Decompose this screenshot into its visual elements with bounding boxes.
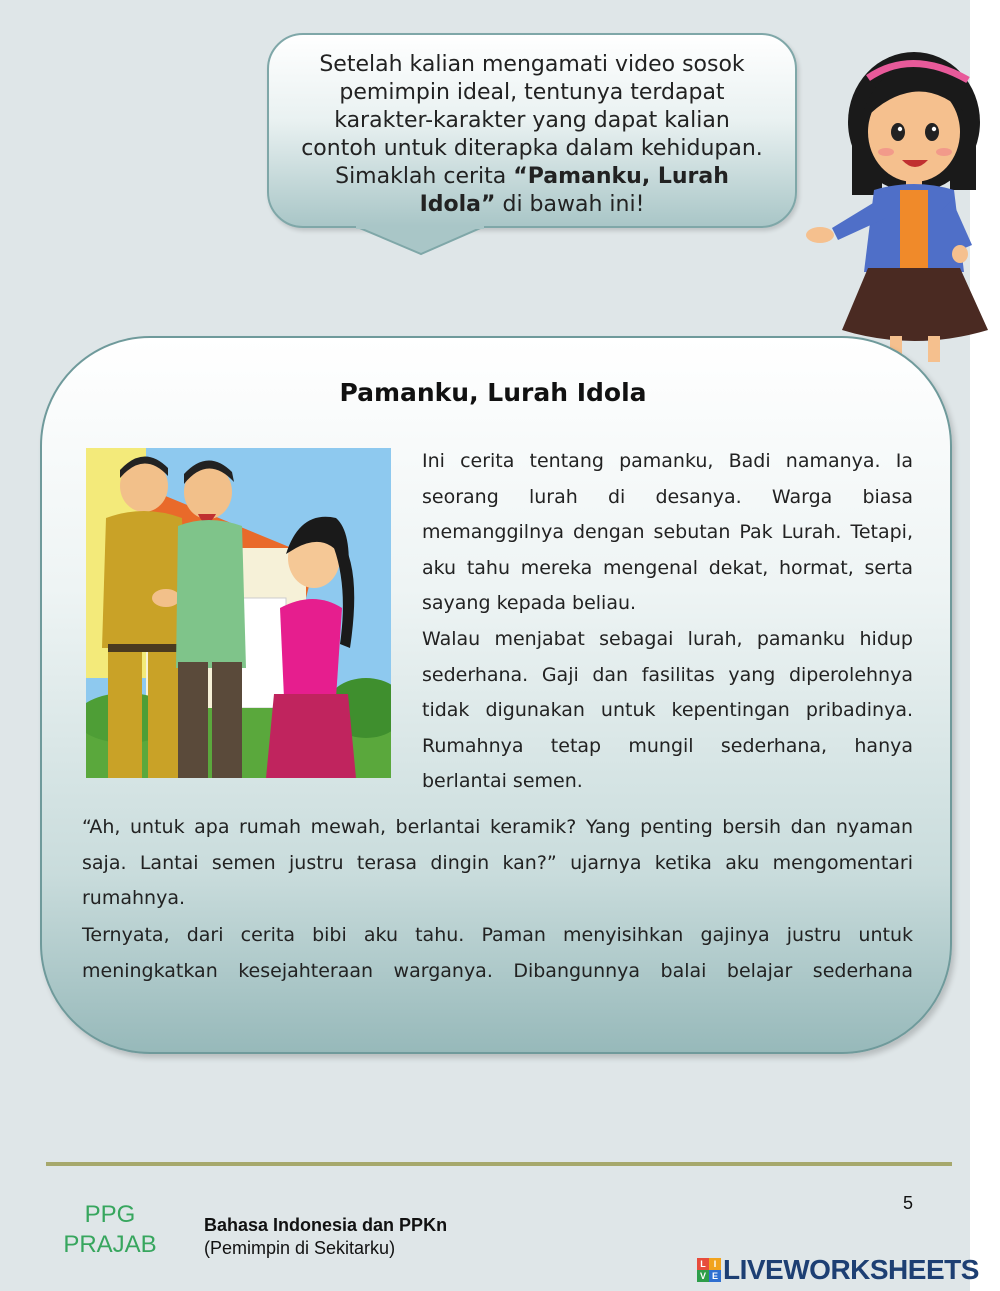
subject-title: Bahasa Indonesia dan PPKn bbox=[204, 1215, 448, 1235]
story-paragraph: Ini cerita tentang pamanku, Badi namanya. Ia seorang lurah di desanya. Warga biasa memanggilnya dengan sebutan Pak Lurah. Tetapi, aku tahu mereka mengenal dekat, hormat, serta sayang kepada beliau. bbox=[422, 450, 913, 615]
liveworksheets-text: LIVEWORKSHEETS bbox=[723, 1254, 979, 1285]
bubble-line bbox=[291, 191, 773, 219]
story-title: Pamanku, Lurah Idola bbox=[339, 378, 647, 407]
story-paragraph: Ternyata, dari cerita bibi aku tahu. Paman menyisihkan gajinya justru untuk meningkatkan kesejahteraan warganya. Dibangunnya balai belajar sederhana bbox=[82, 924, 913, 982]
girl-character-illustration bbox=[802, 40, 992, 362]
story-illustration bbox=[86, 448, 391, 778]
story-title-quote: “Pamanku, Lurah bbox=[513, 164, 729, 189]
ppg-prajab-label bbox=[46, 1200, 174, 1260]
liveworksheets-icon bbox=[697, 1258, 721, 1282]
bubble-line: karakter-karakter yang dapat kalian bbox=[334, 108, 730, 133]
prajab-line: PRAJAB bbox=[63, 1231, 157, 1258]
story-paragraph: Walau menjabat sebagai lurah, pamanku hidup sederhana. Gaji dan fasilitas yang diperolehnya tidak digunakan untuk kepentingan pribadinya. Rumahnya tetap mungil sederhana, hanya berlantai semen. bbox=[422, 628, 913, 793]
bubble-text: di bawah ini! bbox=[495, 192, 645, 217]
bubble-line bbox=[291, 163, 773, 191]
bubble-line: contoh untuk diterapka dalam kehidupan. bbox=[301, 136, 763, 161]
page-number: 5 bbox=[903, 1193, 914, 1213]
subject-topic: (Pemimpin di Sekitarku) bbox=[204, 1238, 396, 1258]
speech-bubble bbox=[267, 33, 797, 228]
liveworksheets-logo[interactable] bbox=[697, 1256, 979, 1284]
logo-letter: I bbox=[709, 1258, 721, 1270]
speech-bubble-tail bbox=[355, 226, 485, 256]
logo-letter: E bbox=[709, 1270, 721, 1282]
ppg-line: PPG bbox=[84, 1201, 136, 1228]
bubble-text: Simaklah cerita bbox=[335, 164, 514, 189]
logo-letter: L bbox=[697, 1258, 709, 1270]
bubble-line: pemimpin ideal, tentunya terdapat bbox=[339, 80, 725, 105]
story-title-quote: Idola” bbox=[419, 192, 496, 217]
story-paragraph: “Ah, untuk apa rumah mewah, berlantai keramik? Yang penting bersih dan nyaman saja. Lantai semen justru terasa dingin kan?” ujarnya ketika aku mengomentari rumahnya. bbox=[82, 816, 913, 910]
footer-divider bbox=[46, 1162, 952, 1166]
bubble-line: Setelah kalian mengamati video sosok bbox=[319, 52, 745, 77]
logo-letter: V bbox=[697, 1270, 709, 1282]
